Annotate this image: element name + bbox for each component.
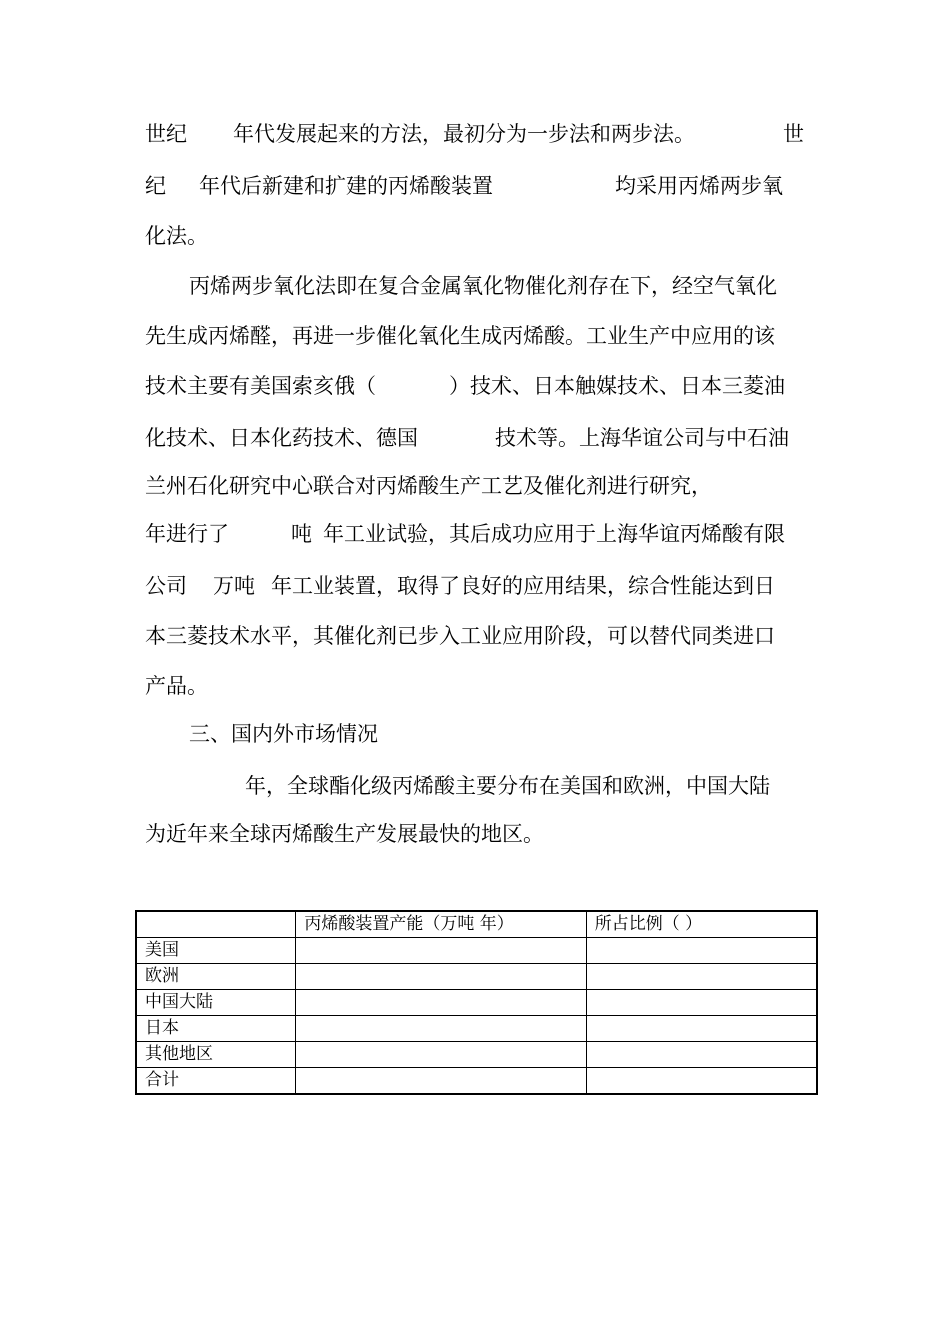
text-fragment: 产品。: [145, 674, 208, 698]
region-cell: 合计: [136, 1068, 296, 1095]
capacity-cell: [296, 938, 586, 964]
region-cell: 中国大陆: [136, 990, 296, 1016]
share-cell: [586, 1016, 817, 1042]
text-fragment: 兰州石化研究中心联合对丙烯酸生产工艺及催化剂进行研究，: [145, 474, 712, 498]
text-fragment: 年，全球酯化级丙烯酸主要分布在美国和欧洲，中国大陆: [245, 774, 770, 798]
section-heading: [145, 718, 805, 750]
share-cell: [586, 990, 817, 1016]
text-fragment: 技术主要有美国索亥俄（: [145, 374, 376, 398]
table-header-row: [136, 911, 817, 938]
table-row: [136, 938, 817, 964]
section-heading-text: 三、国内外市场情况: [189, 722, 378, 746]
text-fragment: 世纪: [145, 122, 187, 146]
text-fragment: 均采用丙烯两步氧: [615, 174, 783, 198]
paragraph-2-line-2: [145, 320, 805, 352]
paragraph-2-line-4: [145, 422, 805, 454]
text-fragment: 先生成丙烯醛，再进一步催化氧化生成丙烯酸。工业生产中应用的该: [145, 324, 775, 348]
paragraph-1-line-1: [145, 118, 805, 150]
table-row: [136, 1016, 817, 1042]
region-cell: 其他地区: [136, 1042, 296, 1068]
text-fragment: 万吨: [213, 574, 255, 598]
share-cell: [586, 1042, 817, 1068]
text-fragment: 化技术、日本化药技术、德国: [145, 426, 418, 450]
capacity-cell: [296, 1016, 586, 1042]
paragraph-2-line-7: [145, 570, 805, 602]
paragraph-2-line-3: [145, 370, 805, 402]
table-row: [136, 1068, 817, 1095]
text-fragment: ）技术、日本触媒技术、日本三菱油: [449, 374, 785, 398]
table-header-cell: 所占比例（ ）: [586, 911, 817, 938]
capacity-table: [135, 910, 818, 1095]
text-fragment: 吨: [291, 522, 312, 546]
paragraph-2-line-1: [145, 270, 805, 302]
text-fragment: 丙烯两步氧化法即在复合金属氧化物催化剂存在下，经空气氧化: [189, 274, 777, 298]
text-fragment: 年代后新建和扩建的丙烯酸装置: [199, 174, 493, 198]
text-fragment: 年工业装置，取得了良好的应用结果，综合性能达到日: [271, 574, 775, 598]
paragraph-2-line-8: [145, 620, 805, 652]
paragraph-1-line-2: [145, 170, 805, 202]
text-fragment: 年进行了: [145, 522, 229, 546]
text-fragment: 技术等。上海华谊公司与中石油: [495, 426, 789, 450]
paragraph-3-line-1: [145, 770, 805, 802]
paragraph-1-line-3: [145, 220, 805, 252]
paragraph-2-line-6: [145, 518, 805, 550]
region-cell: 欧洲: [136, 964, 296, 990]
text-fragment: 纪: [145, 174, 166, 198]
table-row: [136, 964, 817, 990]
share-cell: [586, 1068, 817, 1095]
region-cell: 日本: [136, 1016, 296, 1042]
region-cell: 美国: [136, 938, 296, 964]
capacity-cell: [296, 990, 586, 1016]
text-fragment: 为近年来全球丙烯酸生产发展最快的地区。: [145, 822, 544, 846]
text-fragment: 公司: [145, 574, 187, 598]
text-fragment: 本三菱技术水平，其催化剂已步入工业应用阶段，可以替代同类进口: [145, 624, 775, 648]
share-cell: [586, 964, 817, 990]
text-fragment: 世: [783, 122, 804, 146]
table-header-cell: [136, 911, 296, 938]
table-header-cell: 丙烯酸装置产能（万吨 年）: [296, 911, 586, 938]
paragraph-2-line-5: [145, 470, 805, 502]
share-cell: [586, 938, 817, 964]
text-fragment: 年工业试验，其后成功应用于上海华谊丙烯酸有限: [323, 522, 785, 546]
table-row: [136, 1042, 817, 1068]
capacity-cell: [296, 964, 586, 990]
table-row: [136, 990, 817, 1016]
paragraph-2-line-9: [145, 670, 805, 702]
text-fragment: 化法。: [145, 224, 208, 248]
capacity-cell: [296, 1068, 586, 1095]
capacity-cell: [296, 1042, 586, 1068]
paragraph-3-line-2: [145, 818, 805, 850]
text-fragment: 年代发展起来的方法，最初分为一步法和两步法。: [233, 122, 695, 146]
